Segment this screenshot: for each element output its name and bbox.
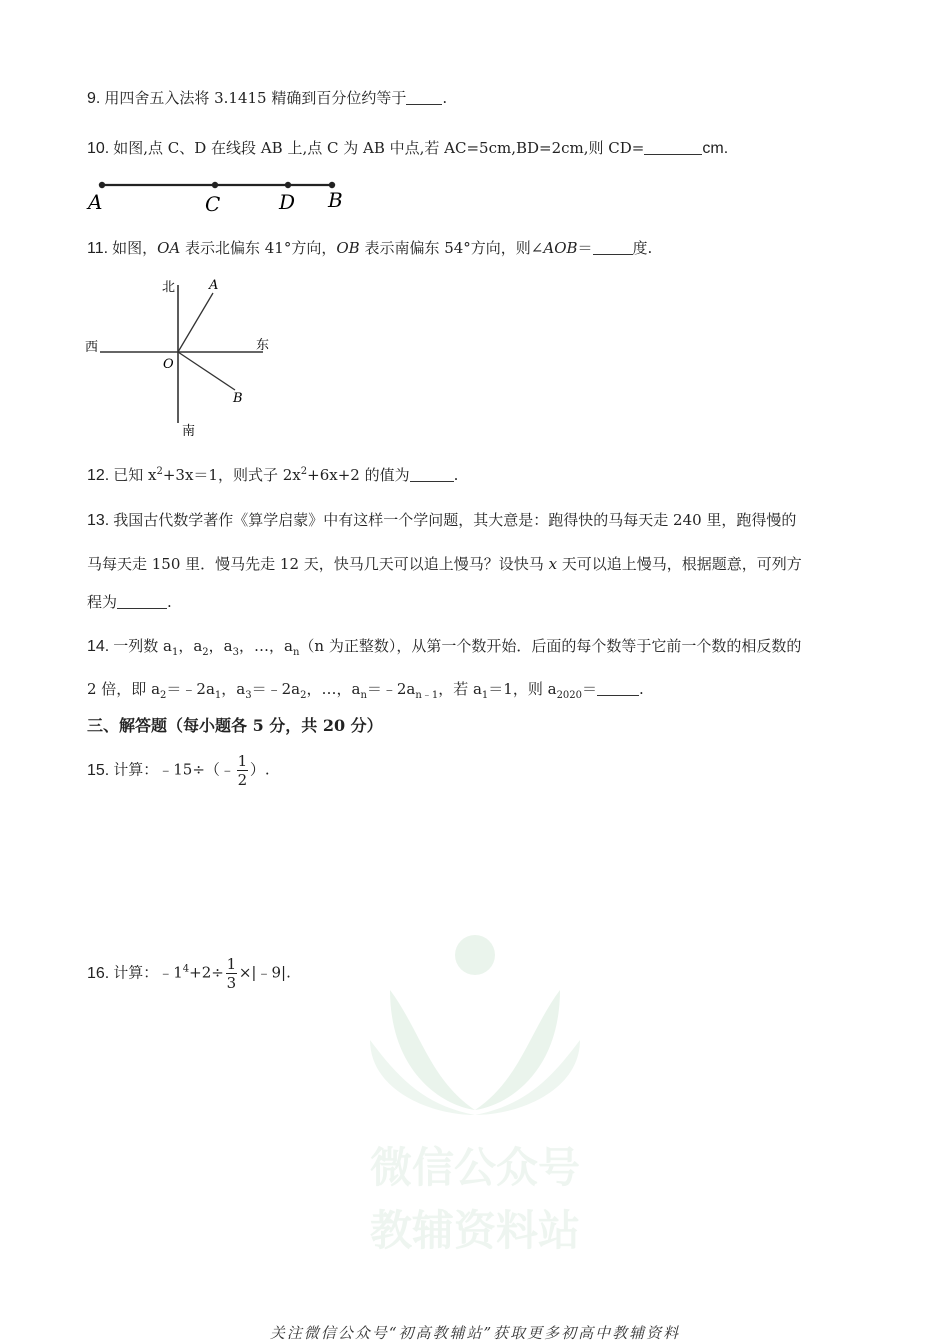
question-13-line-1: 13. 我国古代数学著作《算学启蒙》中有这样一个学问题，其大意是：跑得快的马每天走 240 里，跑得慢的 [87,511,797,529]
direction-figure [85,275,285,440]
question-10: 10. 如图,点 C、D 在线段 AB 上,点 C 为 AB 中点,若 AC=5cm,BD=2cm,则 CD= cm. [87,139,729,157]
question-13-line-3: 程为 . [87,593,172,611]
answer-blank[interactable] [593,240,633,255]
footer-note: 关注微信公众号“初高教辅站”获取更多初高中教辅资料 [269,1324,681,1342]
label-south: 南 [182,424,196,439]
label-east: 东 [256,338,270,353]
question-11: 11. 如图，OA 表示北偏东 41°方向，OB 表示南偏东 54°方向，则∠AOB＝ 度. [87,239,653,257]
fraction: $\frac{1}{2}$ [237,752,248,789]
point-c [212,182,218,188]
sprout-logo-icon [330,930,620,1120]
question-13-line-2: 马每天走 150 里．慢马先走 12 天，快马几天可以追上慢马？设快马 x 天可以追上慢马，根据题意，可列方 [87,555,802,573]
answer-blank[interactable] [406,90,442,105]
segment-figure [85,175,355,215]
label-north: 北 [162,280,176,295]
question-16: 16. 计算：$﹣1^4+2\div$ $\frac{1}{3}$ ×|﹣9|. [87,955,291,992]
question-9: 9. 用四舍五入法将 3.1415 精确到百分位约等于 . [87,89,448,107]
fraction: $\frac{1}{3}$ [226,955,237,992]
label-b: B [328,188,343,212]
question-14-line-2: 2 倍，即 $a_2=﹣2a_1$，$a_3=﹣2a_2$，…，$a_n=﹣2a_{n﹣1}$，若 $a_1=1$，则 $a_{2020}=$ . [87,680,644,701]
ray-ob [178,352,235,390]
question-15: 15. 计算：﹣15÷（﹣ $\frac{1}{2}$ ）. [87,752,270,789]
answer-blank[interactable] [117,594,167,609]
label-c: C [205,192,221,215]
answer-blank[interactable] [410,467,454,482]
question-14-line-1: 14. 一列数 $a_1$，$a_2$，$a_3$，…，$a_n(n$ 为正整数），从第一个数开始．后面的每个数等于它前一个数的相反数的 [87,637,802,658]
answer-blank[interactable] [597,681,639,696]
ray-oa [178,293,213,352]
watermark-line-2: 教辅资料站 [369,1206,580,1255]
label-o: O [163,357,174,372]
point-d [285,182,291,188]
label-d: D [279,190,296,214]
watermark-line-1: 微信公众号 [369,1143,580,1192]
question-12: 12. 已知 $x^2+3x=1$，则式子 $2x^2+6x+2$ 的值为 . [87,466,459,484]
label-west: 西 [85,340,99,355]
label-b: B [233,391,243,406]
label-a: A [88,190,103,214]
section-heading: 三、解答题（每小题各 5 分，共 20 分） [87,716,383,735]
point-a [99,182,105,188]
label-a: A [209,278,219,293]
watermark [330,930,620,1255]
answer-blank[interactable] [644,140,702,155]
